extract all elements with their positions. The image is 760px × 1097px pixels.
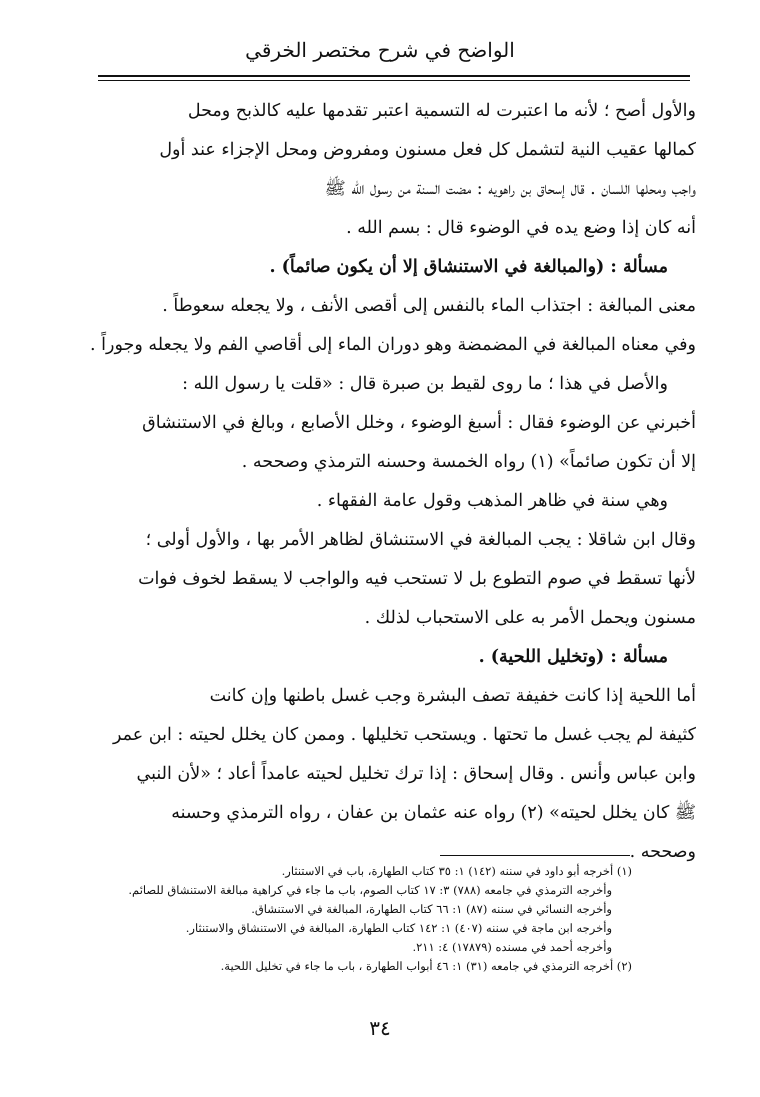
text-line: كثيفة لم يجب غسل ما تحتها . ويستحب تخليلها . وممن كان يخلل لحيته : ابن عمر xyxy=(112,725,696,745)
issue-heading: مسألة : (وتخليل اللحية) . xyxy=(478,647,668,667)
text-line: وهي سنة في ظاهر المذهب وقول عامة الفقهاء . xyxy=(316,491,668,511)
text-line: وقال ابن شاقلا : يجب المبالغة في الاستنشاق لظاهر الأمر بها ، والأول أولى ؛ xyxy=(145,530,696,550)
footnotes xyxy=(128,862,632,976)
footnote-line: (١) أخرجه أبو داود في سننه (١٤٢) ١: ٣٥ كتاب الطهارة، باب في الاستنثار. xyxy=(281,864,632,878)
page-number: ٣٤ xyxy=(369,1016,391,1040)
text-line: أخبرني عن الوضوء فقال : أسبغ الوضوء ، وخلل الأصابع ، وبالغ في الاستنشاق xyxy=(142,413,696,433)
text-line: وابن عباس وأنس . وقال إسحاق : إذا ترك تخليل لحيته عامداً أعاد ؛ «لأن النبي xyxy=(136,764,696,784)
running-header-title: الواضح في شرح مختصر الخرقي xyxy=(245,38,515,62)
footnote-separator xyxy=(440,855,630,856)
text-line: أنه كان إذا وضع يده في الوضوء قال : بسم الله . xyxy=(346,218,696,238)
text-line: لأنها تسقط في صوم التطوع بل لا تستحب فيه والواجب لا يسقط لخوف فوات xyxy=(138,569,696,589)
text-line: والأصل في هذا ؛ ما روى لقيط بن صبرة قال : «قلت يا رسول الله : xyxy=(182,374,668,394)
text-line: معنى المبالغة : اجتذاب الماء بالنفس إلى أقصى الأنف ، ولا يجعله سعوطاً . xyxy=(162,296,696,316)
text-line: والأول أصح ؛ لأنه ما اعتبرت له التسمية اعتبر تقدمها عليه كالذبح ومحل xyxy=(187,101,696,121)
text-line: مسنون ويحمل الأمر به على الاستحباب لذلك . xyxy=(364,608,696,628)
text-line: كمالها عقيب النية لتشمل كل فعل مسنون ومفروض ومحل الإجزاء عند أول xyxy=(159,140,696,160)
issue-heading: مسألة : (والمبالغة في الاستنشاق إلا أن يكون صائماً) . xyxy=(269,257,668,277)
text-line: أما اللحية إذا كانت خفيفة تصف البشرة وجب غسل باطنها وإن كانت xyxy=(209,686,696,706)
footnote-line: وأخرجه النسائي في سننه (٨٧) ١: ٦٦ كتاب الطهارة، المبالغة في الاستنشاق. xyxy=(251,902,612,916)
footnote-line: (٢) أخرجه الترمذي في جامعه (٣١) ١: ٤٦ أبواب الطهارة ، باب ما جاء في تخليل اللحية. xyxy=(220,959,632,973)
footnote-line: وأخرجه الترمذي في جامعه (٧٨٨) ٣: ١٧ كتاب الصوم، باب ما جاء في كراهية مبالغة الاستنشاق للصائم. xyxy=(128,883,612,897)
header-rule xyxy=(98,75,690,81)
footnote-line: وأخرجه ابن ماجة في سننه (٤٠٧) ١: ١٤٢ كتاب الطهارة، المبالغة في الاستنشاق والاستنثار. xyxy=(185,921,612,935)
text-line: ﷺ كان يخلل لحيته» (٢) رواه عنه عثمان بن عفان ، رواه الترمذي وحسنه xyxy=(171,803,696,823)
text-line: وفي معناه المبالغة في المضمضة وهو دوران الماء إلى أقاصي الفم ولا يجعله وجوراً . xyxy=(90,335,696,355)
text-line: إلا أن تكون صائماً» (١) رواه الخمسة وحسنه الترمذي وصححه . xyxy=(241,452,696,472)
main-text xyxy=(90,92,696,872)
footnote-line: وأخرجه أحمد في مسنده (١٧٨٧٩) ٤: ٢١١. xyxy=(412,940,612,954)
text-line: واجب ومحلها اللسان . قال إسحاق بن راهويه : مضت السنة من رسول الله ﷺ xyxy=(324,179,696,199)
text-line: وصححه . xyxy=(629,842,696,862)
